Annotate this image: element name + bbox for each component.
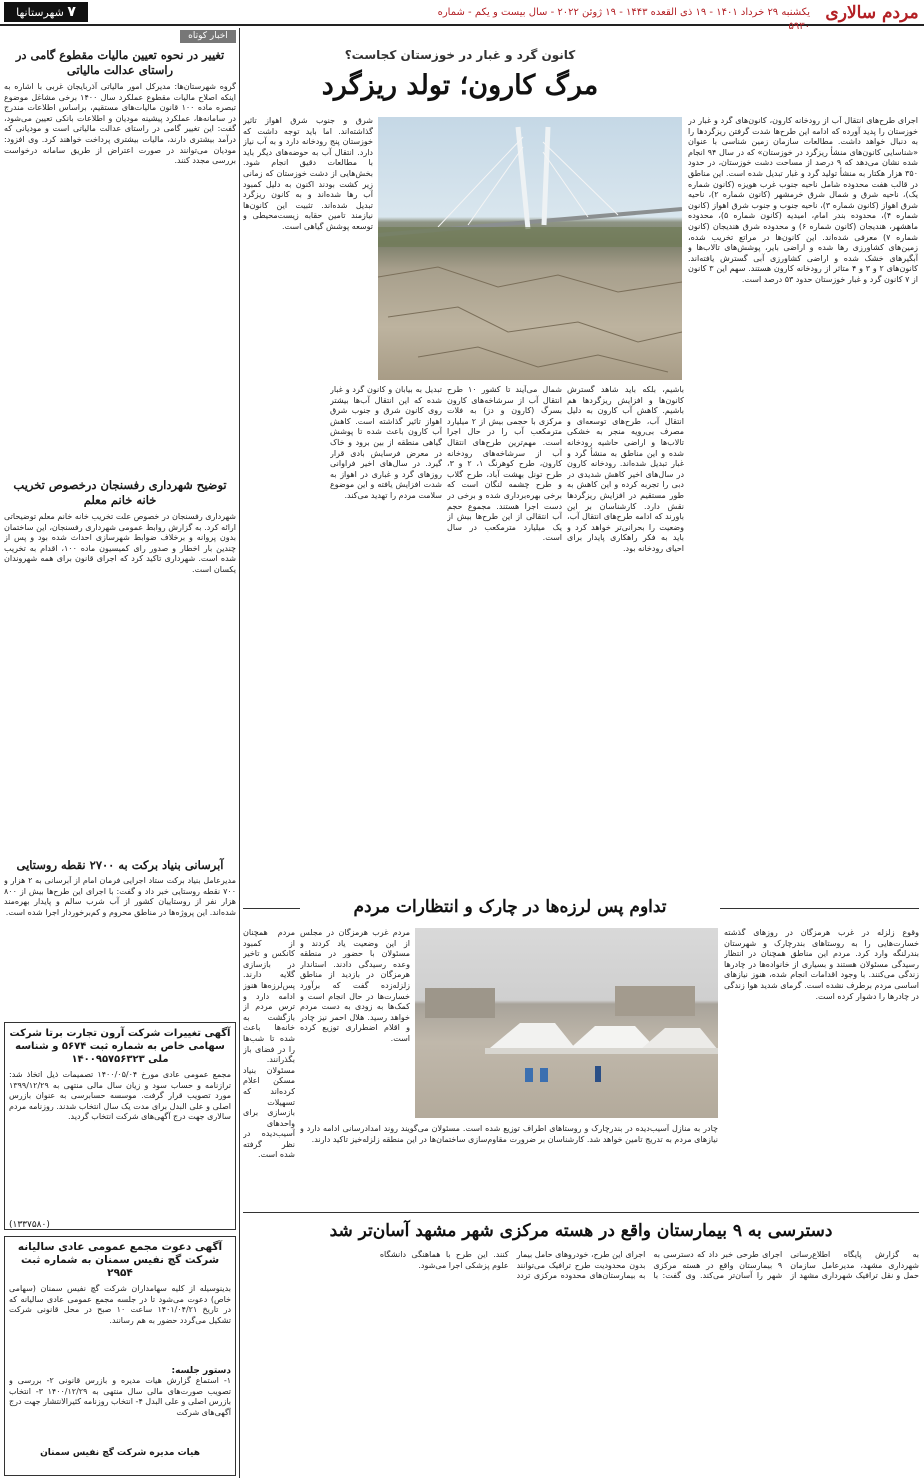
section-name: شهرستانها <box>16 6 64 19</box>
sidebar-article1-title: تغییر در نحوه تعیین مالیات مقطوع گامی در راستای عدالت مالیاتی <box>15 48 225 77</box>
tents-illustration <box>415 928 718 1118</box>
ad2-agenda-label: دستور جلسه: <box>171 1366 231 1376</box>
sidebar-article2-title: توضیح شهرداری رفسنجان درخصوص تخریب خانه خانم معلم <box>13 478 227 507</box>
ad1-text: مجمع عمومی عادی مورخ ۱۴۰۰/۰۵/۰۴ تصمیمات ذیل اتخاذ شد: ترازنامه و حساب سود و زیان سال مالی منتهی به ۱۳۹۹/۱۲/۲۹ مورد تصویب قرار گرفت. موسسه حسابرسی به عنوان بازرس اصلی و علی البدل برای مدت یک سال انتخاب شدند. روزنامه مردم سالاری جهت درج آگهی‌های شرکت انتخاب گردید. <box>9 1070 231 1122</box>
story2-column-right: وقوع زلزله در غرب هرمزگان در روزهای گذشته خسارت‌هایی را به روستاهای بندرچارک و شهرستان بندرلنگه وارد کرد. مردم این مناطق همچنان در انتظار رسیدگی مسئولان هستند و بسیاری از خانواده‌ها در چادرها زندگی می‌کنند. با وجود اقدامات انجام شده، هنوز نیازهای اساسی مردم برطرف نشده است. گرمای شدید هوا زندگی در چادرها را دشوار کرده است. <box>724 928 919 1001</box>
ad-general-assembly <box>4 1236 236 1476</box>
sidebar-article3-body: مدیرعامل بنیاد برکت ستاد اجرایی فرمان امام از آبرسانی به ۲ هزار و ۷۰۰ نقطه روستایی خبر داد و گفت: با اجرای این طرح‌ها بیش از ۸۰۰ هزار نفر از روستاییان کشور از آب شرب سالم و پایدار بهره‌مند شده‌اند. این پروژه‌ها در مناطق محروم و کم‌برخوردار اجرا شده است. <box>4 876 236 917</box>
ad1-title: آگهی تغییرات شرکت آرون تجارت برتا شرکت سهامی خاص به شماره ثبت ۵۶۷۴ و شناسه ملی ۱۴۰۰۹۵۷۵۶۳۲۳ <box>9 1028 231 1065</box>
bridge-illustration <box>378 117 682 380</box>
lead-headline: مرگ کارون؛ تولد ریزگرد <box>321 70 599 101</box>
lead-column-mid3: تبدیل به بیابان و کانون گرد و غبار شده که این انتقال آب‌ها بیشتر روی کانون شرق و جنوب شرق اهواز تاثیر گذاشته است. کاهش آب کارون باعث شده تا پوشش گیاهی منطقه از بین برود و خاک در معرض فرسایش بادی قرار گیرد. در سال‌های اخیر فراوانی روزهای گرد و غباری در اهواز به شدت افزایش یافته و این موضوع سلامت مردم را تهدید می‌کند. <box>330 385 442 500</box>
section-page-box <box>4 2 88 22</box>
page-number: ۷ <box>67 4 76 20</box>
story2-column-mid: مردم غرب هرمزگان در مجلس از این وضعیت یاد کردند و مسئولان با حضور در منطقه وعده رسیدگی دادند. استاندار هرمزگان در بازدید از مناطق زلزله‌زده گفت که برآورد خسارت‌ها در حال انجام است و کمک‌ها به زودی به دست مردم خواهد رسید. هلال احمر نیز چادر و اقلام اضطراری توزیع کرده است. <box>300 928 410 1043</box>
dateline: یکشنبه ۲۹ خرداد ۱۴۰۱ - ۱۹ ذی القعده ۱۴۴۳ - ۱۹ ژوئن ۲۰۲۲ - سال بیست و یکم - شماره ۵۹۳۰ <box>437 7 810 32</box>
newspaper-logo: مردم سالاری <box>825 3 919 23</box>
masthead <box>0 0 924 32</box>
ad1-code: (۱۳۳۷۵۸۰) <box>9 1220 50 1230</box>
ad-company-changes <box>4 1022 236 1230</box>
sidebar-tag: اخبار کوتاه <box>180 30 236 43</box>
sidebar-article1-body: گروه شهرستان‌ها: مدیرکل امور مالیاتی آذربایجان غربی با اشاره به اینکه اصلاح مالیات مقطوع عملکرد سال ۱۴۰۰ برخی مشاغل موضوع تبصره ماده ۱۰۰ قانون مالیات‌های مستقیم، براساس اطلاعات مندرج در سامانه‌ها، عملکرد پیشینه مودیان و اطلاعات بانکی تعیین می‌شود، گفت: این تغییر گامی در راستای عدالت مالیاتی است و مودیانی که درآمد بیشتری دارند، مالیات بیشتری پرداخت خواهند کرد. وی افزود: مودیان می‌توانند در صورت اعتراض از طریق سامانه درخواست بررسی مجدد کنند. <box>4 82 236 166</box>
lead-column-left: شرق و جنوب شرق اهواز تاثیر گذاشته‌اند. اما باید توجه داشت که خوزستان پنج رودخانه دارد و به آب نیاز دارد. انتقال آب به حوضه‌های دیگر باید با مطالعات دقیق انجام شود. بخش‌هایی از دشت خوزستان که زمانی زیر کشت بودند اکنون به دلیل کمبود آب رها شده‌اند و به کانون ریزگرد تبدیل شده‌اند. تثبیت این کانون‌ها نیازمند تامین حقابه زیست‌محیطی و توسعه پوشش گیاهی است. <box>243 116 373 231</box>
ad2-signature: هیات مدیره شرکت گچ نفیس سمنان <box>40 1448 200 1458</box>
story2-column-left: مردم همچنان از کمبود کانکس و تاخیر در بازسازی گلایه دارند. پس‌لرزه‌ها هنوز ادامه دارد و ترس مردم از بازگشت به خانه‌ها باعث شده تا شب‌ها را در فضای باز بگذرانند. مسئولان بنیاد مسکن اعلام کرده‌اند که تسهیلات بازسازی برای واحدهای آسیب‌دیده در نظر گرفته شده است. <box>243 928 295 1160</box>
lead-column-right: اجرای طرح‌های انتقال آب از رودخانه کارون، کانون‌های گرد و غبار در خوزستان را پدید آورده که ادامه این طرح‌ها شدت گرفتن ریزگردها را به دنبال خواهد داشت. مطالعات سازمان زمین شناسی با عنوان «شناسایی کانون‌های منشأ ریزگرد در خوزستان» که در سال ۹۴ انجام شده نشان می‌دهد که ۹ درصد از مساحت دشت خوزستان، در حدود ۳۵۰ هزار هکتار به منشأ تولید گرد و غبار تبدیل شده است. این مناطق در قالب هفت محدوده شامل ناحیه جنوب غرب هویزه (کانون شماره یک)، ناحیه شرق و شمال شرق خرمشهر (کانون شماره ۲)، ناحیه شرق اهواز (کانون شماره ۳)، ناحیه جنوب و جنوب شرق اهواز (کانون شماره ۴)، محدوده بندر امام، امیدیه (کانون شماره ۵)، محدوده ماهشهر، هندیجان (کانون شماره ۶) و محدوده شرق هندیجان (کانون شماره ۷) معرفی شده‌اند. این کانون‌ها در مراتع تخریب شده، زمین‌های کشاورزی رها شده و اراضی بایر، پوشش‌های تالاب‌ها و آبگیرهای خشک شده و اراضی کشاورزی آبی گسترش یافته‌اند. کانون‌های ۲ و ۳ و ۴ متاثر از رودخانه کارون هستند. سهم این ۳ کانون از ۷ کانون گرد و غبار خوزستان حدود ۵۳ درصد است. <box>688 116 918 284</box>
story2-column-bottom: چادر به منازل آسیب‌دیده در بندرچارک و روستاهای اطراف توزیع شده است. مسئولان می‌گویند روند امدادرسانی ادامه دارد و نیازهای مردم به تدریج تامین خواهد شد. کارشناسان بر ضرورت مقاوم‌سازی ساختمان‌ها در این منطقه زلزله‌خیز تاکید دارند. <box>300 1124 718 1144</box>
ad2-text: بدینوسیله از کلیه سهامداران شرکت گچ نفیس سمنان (سهامی خاص) دعوت می‌شود تا در جلسه مجمع عمومی عادی سالیانه که در تاریخ ۱۴۰۱/۰۴/۲۱ ساعت ۱۰ صبح در محل قانونی شرکت تشکیل می‌گردد حضور به هم رسانند. <box>9 1284 231 1325</box>
sidebar-article3-title: آبرسانی بنیاد برکت به ۲۷۰۰ نقطه روستایی <box>16 858 224 872</box>
divider <box>243 1212 919 1213</box>
story2-photo-tents <box>415 928 718 1118</box>
ad2-agenda: ۱- استماع گزارش هیات مدیره و بازرس قانونی ۲- بررسی و تصویب صورت‌های مالی سال منتهی به ۱۴۰۰/۱۲/۲۹ ۳- انتخاب بازرس اصلی و علی البدل ۴- انتخاب روزنامه کثیرالانتشار جهت درج آگهی‌های شرکت <box>9 1376 231 1417</box>
story2-headline: تداوم پس لرزه‌ها در چارک و انتظارات مردم <box>300 894 720 920</box>
lead-column-mid: باشیم، بلکه باید شاهد گسترش کانون‌ها و افزایش ریزگردها هم باشیم. کاهش آب کارون به دلیل انتقال آب، طرح‌های توسعه‌ای و مصرف بی‌رویه منجر به خشکی تالاب‌ها و اراضی حاشیه رودخانه شده و این مناطق به منشأ گرد و غبار تبدیل شده‌اند. رودخانه کارون در سال‌های اخیر کاهش شدیدی در دبی را تجربه کرده و این کاهش به طور مستقیم در افزایش ریزگردها نقش دارد. کارشناسان بر این باورند که ادامه طرح‌های انتقال آب، وضعیت را بحرانی‌تر خواهد کرد و باید به فکر راهکاری پایدار برای احیای رودخانه بود. <box>567 385 684 553</box>
sidebar-article2-body: شهرداری رفسنجان در خصوص علت تخریب خانه خانم معلم توضیحاتی ارائه کرد. به گزارش روابط عمومی شهرداری رفسنجان، این ساختمان بدون پروانه و برخلاف ضوابط شهرسازی احداث شده بود و پس از چندین بار اخطار و صدور رای کمیسیون ماده ۱۰۰، اقدام به تخریب شده است. شهرداری تاکید کرد که اجرای قانون برای همه شهروندان یکسان است. <box>4 512 236 574</box>
story3-headline: دسترسی به ۹ بیمارستان واقع در هسته مرکزی شهر مشهد آسان‌تر شد <box>329 1221 833 1241</box>
lead-column-mid2: شمال می‌آیند تا کشور ۱۰ طرح انتقال آب از سرشاخه‌های کارون بسرگ (کارون و دز) به فلات مرکزی با حجمی بیش از ۲ میلیارد مترمکعب آب را در حال اجرا است. مهم‌ترین طرح‌های انتقال آب از سرشاخه‌های رودخانه کارون، طرح کوهرنگ ۱، ۲ و ۳، طرح تونل بهشت آباد، طرح گلاب و طرح چشمه لنگان است که برخی بهره‌برداری شده و برخی در دست اجرا هستند. مجموع حجم آب انتقالی از این طرح‌ها بیش از یک میلیارد مترمکعب در سال است. <box>447 385 562 543</box>
lead-photo-dry-riverbed <box>378 117 682 380</box>
story3-body: به گزارش پایگاه اطلاع‌رسانی شهرداری مشهد، مدیرعامل سازمان حمل و نقل ترافیک شهرداری مشهد از اجرای طرحی خبر داد که دسترسی به ۹ بیمارستان واقع در هسته مرکزی شهر را آسان‌تر می‌کند. وی گفت: با اجرای این طرح، خودروهای حامل بیمار بدون محدودیت طرح ترافیک می‌توانند به بیمارستان‌های محدوده مرکزی تردد کنند. این طرح با هماهنگی دانشگاه علوم پزشکی اجرا می‌شود. <box>379 1250 919 1281</box>
ad2-title: آگهی دعوت مجمع عمومی عادی سالیانه شرکت گچ نفیس سمنان به شماره ثبت ۲۹۵۴ <box>17 1241 223 1279</box>
lead-kicker: کانون گرد و غبار در خوزستان کجاست؟ <box>344 48 576 62</box>
sidebar-divider <box>239 28 240 1478</box>
